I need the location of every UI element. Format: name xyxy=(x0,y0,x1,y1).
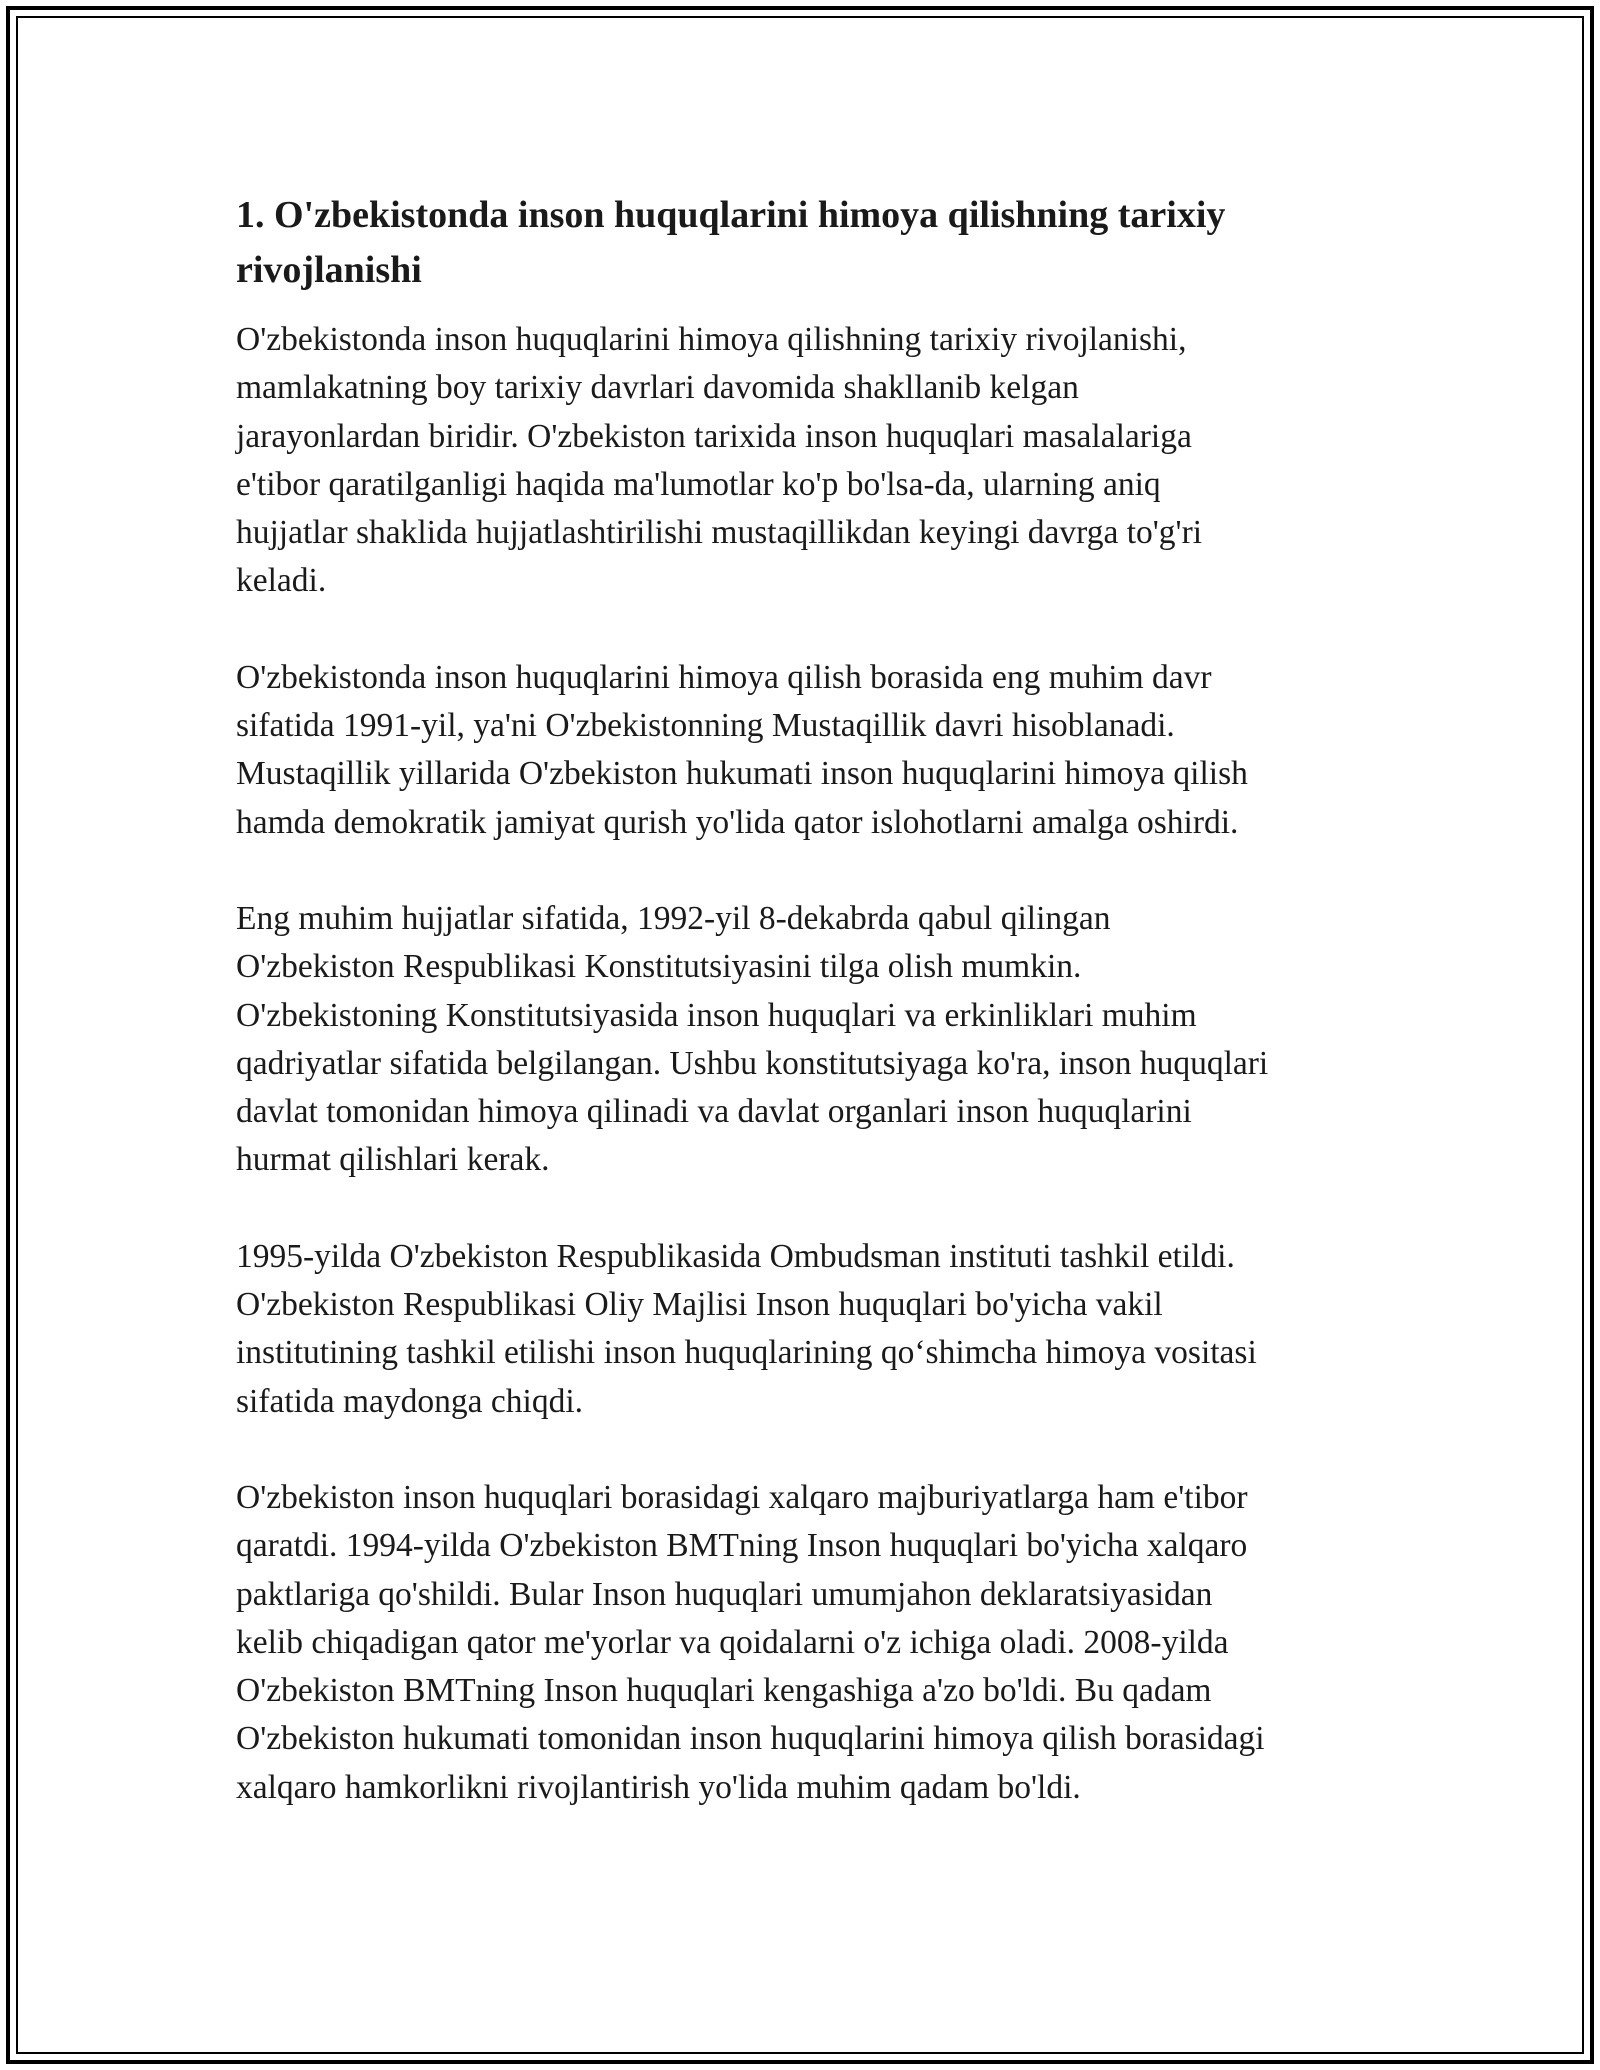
section-heading: 1. O'zbekistonda inson huquqlarini himoya qilishning tarixiy rivojlanishi xyxy=(236,194,1226,291)
paragraph-1: O'zbekistonda inson huquqlarini himoya qilishning tarixiy rivojlanishi, mamlakatning boy tarixiy davrlari davomida shakllanib kelgan jarayonlardan biridir. O'zbekiston tarixida inson huquqlari masalalariga e'tibor qaratilganligi haqida ma'lumotlar ko'p bo'lsa-da, ularning aniq hujjatlar shaklida hujjatlashtirilishi mustaqillikdan keyingi davrga to'g'ri keladi. xyxy=(236,321,1203,600)
paragraph-5: O'zbekiston inson huquqlari borasidagi xalqaro majburiyatlarga ham e'tibor qaratdi. 1994-yilda O'zbekiston BMTning Inson huquqlari bo'yicha xalqaro paktlariga qo'shildi. Bular Inson huquqlari umumjahon deklaratsiyasidan kelib chiqadigan qator me'yorlar va qoidalarni o'z ichiga oladi. 2008-yilda O'zbekiston BMTning Inson huquqlari kengashiga a'zo bo'ldi. Bu qadam O'zbekiston hukumati tomonidan inson huquqlarini himoya qilish borasidagi xalqaro hamkorlikni rivojlantirish yo'lida muhim qadam bo'ldi. xyxy=(236,1478,1265,1806)
document-body xyxy=(236,188,1376,1860)
paragraph-2: O'zbekistonda inson huquqlarini himoya qilish borasida eng muhim davr sifatida 1991-yil, ya'ni O'zbekistonning Mustaqillik davri hisoblanadi. Mustaqillik yillarida O'zbekiston hukumati inson huquqlarini himoya qilish hamda demokratik jamiyat qurish yo'lida qator islohotlarni amalga oshirdi. xyxy=(236,658,1248,841)
paragraph-4: 1995-yilda O'zbekiston Respublikasida Ombudsman instituti tashkil etildi. O'zbekiston Respublikasi Oliy Majlisi Inson huquqlari bo'yicha vakil institutining tashkil etilishi inson huquqlarining qo‘shimcha himoya vositasi sifatida maydonga chiqdi. xyxy=(236,1237,1257,1420)
paragraph-3: Eng muhim hujjatlar sifatida, 1992-yil 8-dekabrda qabul qilingan O'zbekiston Respublikasi Konstitutsiyasini tilga olish mumkin. O'zbekistoning Konstitutsiyasida inson huquqlari va erkinliklari muhim qadriyatlar sifatida belgilangan. Ushbu konstitutsiyaga ko'ra, inson huquqlari davlat tomonidan himoya qilinadi va davlat organlari inson huquqlarini hurmat qilishlari kerak. xyxy=(236,899,1269,1179)
